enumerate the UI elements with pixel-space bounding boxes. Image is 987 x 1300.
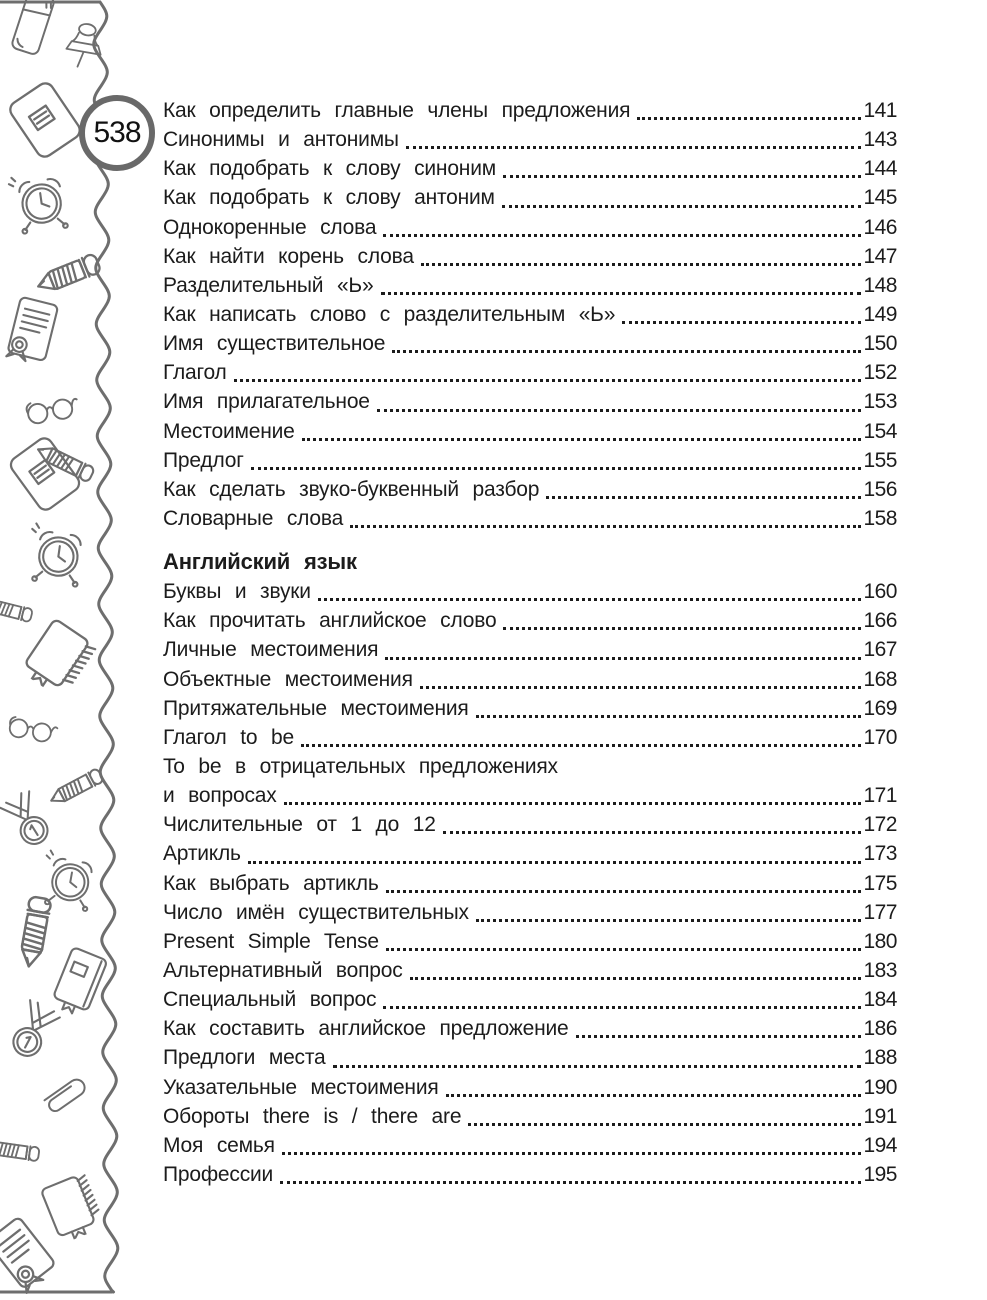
toc-entry <box>163 635 897 664</box>
dot-leader <box>468 1123 861 1126</box>
toc-entry <box>163 752 897 781</box>
toc-entry-page: 160 <box>863 580 897 604</box>
toc-entry-page: 148 <box>863 273 897 297</box>
toc-entry-title: Альтернативный вопрос <box>163 958 403 982</box>
toc-entry-page: 167 <box>863 638 897 662</box>
toc-entry-title: Как написать слово с разделительным «Ь» <box>163 302 616 326</box>
dot-leader <box>248 861 861 864</box>
toc-entry <box>163 504 897 533</box>
toc-entry <box>163 1073 897 1102</box>
toc-entry <box>163 839 897 868</box>
toc-entry-title: Разделительный «Ь» <box>163 273 374 297</box>
toc-entry-title: Словарные слова <box>163 506 344 530</box>
toc-entry-title: Указательные местоимения <box>163 1075 439 1099</box>
toc-entry <box>163 694 897 723</box>
toc-entry <box>163 956 897 985</box>
toc-entry <box>163 723 897 752</box>
toc-entry-page: 169 <box>863 696 897 720</box>
toc-entry <box>163 1043 897 1072</box>
toc-entry <box>163 300 897 329</box>
toc-entry-title: Как подобрать к слову антоним <box>163 186 495 210</box>
dot-leader <box>622 321 861 324</box>
toc-entry-page: 155 <box>863 448 897 472</box>
toc-entry-page: 168 <box>863 667 897 691</box>
dot-leader <box>383 234 861 237</box>
toc-entry-page: 173 <box>863 842 897 866</box>
dot-leader <box>385 657 861 660</box>
toc-entry <box>163 271 897 300</box>
toc-entry <box>163 125 897 154</box>
toc-entry-page: 188 <box>863 1046 897 1070</box>
dot-leader <box>421 263 861 266</box>
toc-entry-page: 153 <box>863 390 897 414</box>
toc-entry <box>163 577 897 606</box>
toc-entry-title: Глагол to be <box>163 725 294 749</box>
dot-leader <box>318 598 861 601</box>
toc-entry <box>163 606 897 635</box>
dot-leader <box>251 467 861 470</box>
toc-entry-title: Артикль <box>163 842 241 866</box>
toc-entry-page: 177 <box>863 900 897 924</box>
dot-leader <box>392 350 861 353</box>
toc-entry <box>163 242 897 271</box>
toc-entry-page: 150 <box>863 332 897 356</box>
toc-entry <box>163 387 897 416</box>
toc-entry <box>163 1131 897 1160</box>
toc-entry-title: Местоимение <box>163 419 295 443</box>
section-heading: Английский язык <box>163 549 357 575</box>
dot-leader <box>301 744 861 747</box>
toc-entry-title: Предлоги места <box>163 1046 326 1070</box>
dot-leader <box>503 627 861 630</box>
toc-entry <box>163 781 897 810</box>
toc-entry-page: 170 <box>863 725 897 749</box>
dot-leader <box>546 496 861 499</box>
toc-entry-page: 184 <box>863 988 897 1012</box>
toc-entry <box>163 475 897 504</box>
toc-entry-page: 154 <box>863 419 897 443</box>
toc-entry <box>163 183 897 212</box>
alarm-clock-icon <box>3 160 78 239</box>
toc-entry-page: 149 <box>863 302 897 326</box>
toc-entry-title: Притяжательные местоимения <box>163 696 469 720</box>
toc-entry-page: 158 <box>863 506 897 530</box>
dot-leader <box>284 802 861 805</box>
dot-leader <box>443 831 861 834</box>
dot-leader <box>234 379 861 382</box>
toc-entry-title: Профессии <box>163 1162 274 1186</box>
toc-entry <box>163 665 897 694</box>
toc-entry <box>163 329 897 358</box>
dot-leader <box>280 1181 861 1184</box>
toc-entry <box>163 358 897 387</box>
dot-leader <box>410 977 861 980</box>
toc-entry-title: Синонимы и антонимы <box>163 128 399 152</box>
toc-entry-page: 175 <box>863 871 897 895</box>
toc-entry <box>163 898 897 927</box>
toc-entry <box>163 1160 897 1189</box>
toc-entry-title: Present Simple Tense <box>163 929 379 953</box>
toc-entry-title: Личные местоимения <box>163 638 379 662</box>
toc-entry-page: 194 <box>863 1133 897 1157</box>
toc-entry-title: Моя семья <box>163 1133 275 1157</box>
toc-entry-title: To be в отрицательных предложениях <box>163 754 558 778</box>
toc-entry-title: Глагол <box>163 361 227 385</box>
toc-entry <box>163 417 897 446</box>
toc-entry-page: 156 <box>863 477 897 501</box>
dot-leader <box>377 409 861 412</box>
toc-entry <box>163 1102 897 1131</box>
toc-entry-title: Числительные от 1 до 12 <box>163 813 436 837</box>
dot-leader <box>446 1094 861 1097</box>
toc-entry-page: 144 <box>863 157 897 181</box>
toc-entry <box>163 1014 897 1043</box>
dot-leader <box>503 175 861 178</box>
toc-entry-title: Имя существительное <box>163 332 386 356</box>
page-number-badge <box>79 95 155 171</box>
toc-entry-title: Как прочитать английское слово <box>163 609 497 633</box>
toc-entry <box>163 96 897 125</box>
toc-entry-page: 195 <box>863 1162 897 1186</box>
toc-entry-title: Как сделать звуко-буквенный разбор <box>163 477 540 501</box>
dot-leader <box>282 1152 861 1155</box>
toc-entry <box>163 869 897 898</box>
toc-entry-title: Буквы и звуки <box>163 580 311 604</box>
toc-entry-page: 152 <box>863 361 897 385</box>
dot-leader <box>637 117 861 120</box>
toc-entry-page: 180 <box>863 929 897 953</box>
dot-leader <box>576 1035 862 1038</box>
toc-entry-page: 141 <box>863 99 897 122</box>
toc-entry-title: Число имён существительных <box>163 900 469 924</box>
toc-entry <box>163 927 897 956</box>
toc-entry-title: Однокоренные слова <box>163 215 377 239</box>
toc-entry <box>163 213 897 242</box>
toc-entry <box>163 446 897 475</box>
dot-leader <box>406 146 861 149</box>
toc-entry-title: Как выбрать артикль <box>163 871 379 895</box>
toc-entry-title: Как найти корень слова <box>163 244 414 268</box>
toc-entry <box>163 154 897 183</box>
toc-entry-title: Как составить английское предложение <box>163 1017 569 1041</box>
toc-entry <box>163 810 897 839</box>
toc-entry-title: Объектные местоимения <box>163 667 413 691</box>
toc-entry-title: Имя прилагательное <box>163 390 370 414</box>
toc-entry-page: 146 <box>863 215 897 239</box>
dot-leader <box>502 205 861 208</box>
toc-entry-title: Специальный вопрос <box>163 988 377 1012</box>
dot-leader <box>350 525 861 528</box>
toc-entry-page: 186 <box>863 1017 897 1041</box>
decorative-margin <box>0 0 140 1300</box>
toc-entry-page: 171 <box>863 784 897 808</box>
toc-entry-page: 190 <box>863 1075 897 1099</box>
toc-entry-page: 191 <box>863 1104 897 1128</box>
toc-entry-page: 172 <box>863 813 897 837</box>
dot-leader <box>333 1065 861 1068</box>
dot-leader <box>302 438 861 441</box>
pushpin-icon <box>51 16 116 83</box>
table-of-contents <box>163 96 897 1189</box>
toc-entry-page: 147 <box>863 244 897 268</box>
toc-entry-page: 143 <box>863 128 897 152</box>
toc-entry <box>163 985 897 1014</box>
alarm-clock-icon <box>21 512 96 592</box>
toc-entry-title: Как подобрать к слову синоним <box>163 157 496 181</box>
dot-leader <box>386 890 861 893</box>
toc-entry-page: 166 <box>863 609 897 633</box>
dot-leader <box>386 948 861 951</box>
page-number: 538 <box>93 116 141 149</box>
toc-entry-page: 183 <box>863 958 897 982</box>
toc-entry-title: Предлог <box>163 448 244 472</box>
toc-entry-title: Обороты there is / there are <box>163 1104 462 1128</box>
dot-leader <box>420 686 861 689</box>
dot-leader <box>476 919 861 922</box>
toc-entry-title: и вопросах <box>163 784 277 808</box>
dot-leader <box>383 1006 861 1009</box>
toc-entry-title: Как определить главные члены предложения <box>163 99 631 122</box>
dot-leader <box>381 292 862 295</box>
dot-leader <box>476 715 861 718</box>
toc-entry-page: 145 <box>863 186 897 210</box>
